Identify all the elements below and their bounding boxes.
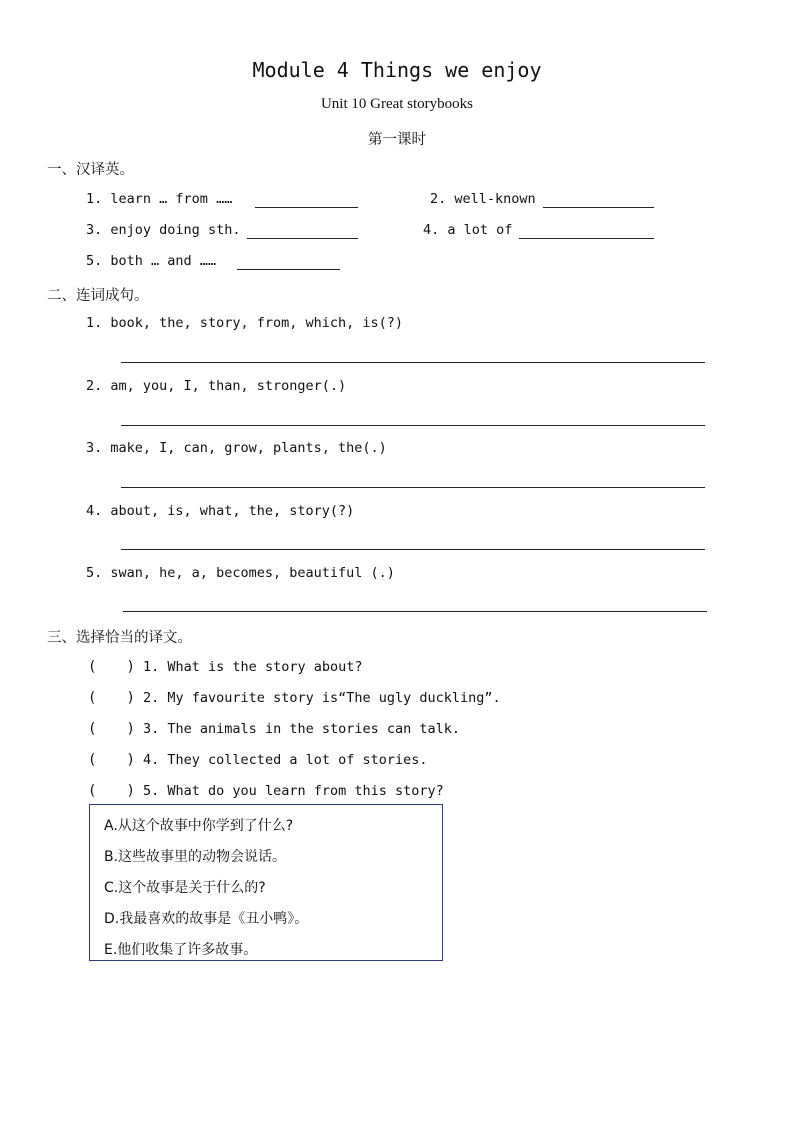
item-text: am, you, I, than, stronger(.) [110, 378, 347, 394]
translate-item [423, 222, 512, 238]
answer-paren[interactable]: ( ) [88, 659, 135, 675]
unit-subtitle: Unit 10 Great storybooks [320, 96, 474, 112]
answer-line[interactable] [121, 362, 705, 363]
item-number: 4. [143, 752, 160, 768]
answer-line[interactable] [121, 425, 705, 426]
answer-blank[interactable] [543, 207, 654, 208]
item-number: 3. [86, 222, 103, 238]
options-box [89, 804, 443, 961]
item-text: swan, he, a, becomes, beautiful (.) [110, 565, 395, 581]
item-number: 1. [86, 191, 103, 207]
item-text: What do you learn from this story? [167, 783, 444, 799]
translate-item [86, 222, 240, 238]
item-text: learn … from …… [110, 191, 233, 207]
answer-paren[interactable]: ( ) [88, 752, 135, 768]
item-text: both … and …… [110, 253, 217, 269]
sentence-item [86, 440, 387, 456]
item-text: about, is, what, the, story(?) [110, 503, 355, 519]
item-number: 2. [143, 690, 160, 706]
choice-item [143, 721, 460, 737]
answer-line[interactable] [123, 611, 707, 612]
item-text: My favourite story is“The ugly duckling”. [167, 690, 501, 706]
translate-item [86, 253, 216, 269]
answer-blank[interactable] [255, 207, 358, 208]
item-text: make, I, can, grow, plants, the(.) [110, 440, 387, 456]
answer-paren[interactable]: ( ) [88, 721, 135, 737]
item-number: 4. [86, 503, 103, 519]
item-text: book, the, story, from, which, is(?) [110, 315, 404, 331]
section3-heading: 三、选择恰当的译文。 [47, 630, 192, 646]
choice-item [143, 752, 428, 768]
choice-item [143, 659, 362, 675]
lesson-label: 第一课时 [368, 132, 426, 148]
item-text: The animals in the stories can talk. [167, 721, 461, 737]
item-number: 4. [423, 222, 440, 238]
answer-line[interactable] [121, 487, 705, 488]
choice-item [143, 690, 501, 706]
option-b: B.这些故事里的动物会说话。 [104, 849, 287, 865]
section1-heading: 一、汉译英。 [47, 162, 134, 178]
item-text: They collected a lot of stories. [167, 752, 428, 768]
answer-paren[interactable]: ( ) [88, 690, 135, 706]
translate-item [86, 191, 232, 207]
item-number: 5. [86, 565, 103, 581]
sentence-item [86, 565, 395, 581]
item-text: enjoy doing sth. [110, 222, 241, 238]
page-title: Module 4 Things we enjoy [252, 58, 542, 82]
item-number: 5. [86, 253, 103, 269]
option-a: A.从这个故事中你学到了什么? [104, 818, 294, 834]
answer-blank[interactable] [247, 238, 358, 239]
answer-blank[interactable] [237, 269, 340, 270]
sentence-item [86, 315, 403, 331]
item-text: a lot of [447, 222, 513, 238]
item-number: 5. [143, 783, 160, 799]
item-number: 1. [86, 315, 103, 331]
item-number: 2. [430, 191, 447, 207]
sentence-item [86, 378, 346, 394]
answer-paren[interactable]: ( ) [88, 783, 135, 799]
choice-item [143, 783, 444, 799]
option-c: C.这个故事是关于什么的? [104, 880, 266, 896]
item-number: 3. [86, 440, 103, 456]
item-number: 1. [143, 659, 160, 675]
translate-item [430, 191, 536, 207]
answer-blank[interactable] [519, 238, 654, 239]
item-number: 2. [86, 378, 103, 394]
item-number: 3. [143, 721, 160, 737]
item-text: What is the story about? [167, 659, 363, 675]
answer-line[interactable] [121, 549, 705, 550]
item-text: well-known [454, 191, 536, 207]
section2-heading: 二、连词成句。 [47, 288, 149, 304]
option-e: E.他们收集了许多故事。 [104, 942, 258, 958]
option-d: D.我最喜欢的故事是《丑小鸭》。 [104, 911, 309, 927]
sentence-item [86, 503, 354, 519]
